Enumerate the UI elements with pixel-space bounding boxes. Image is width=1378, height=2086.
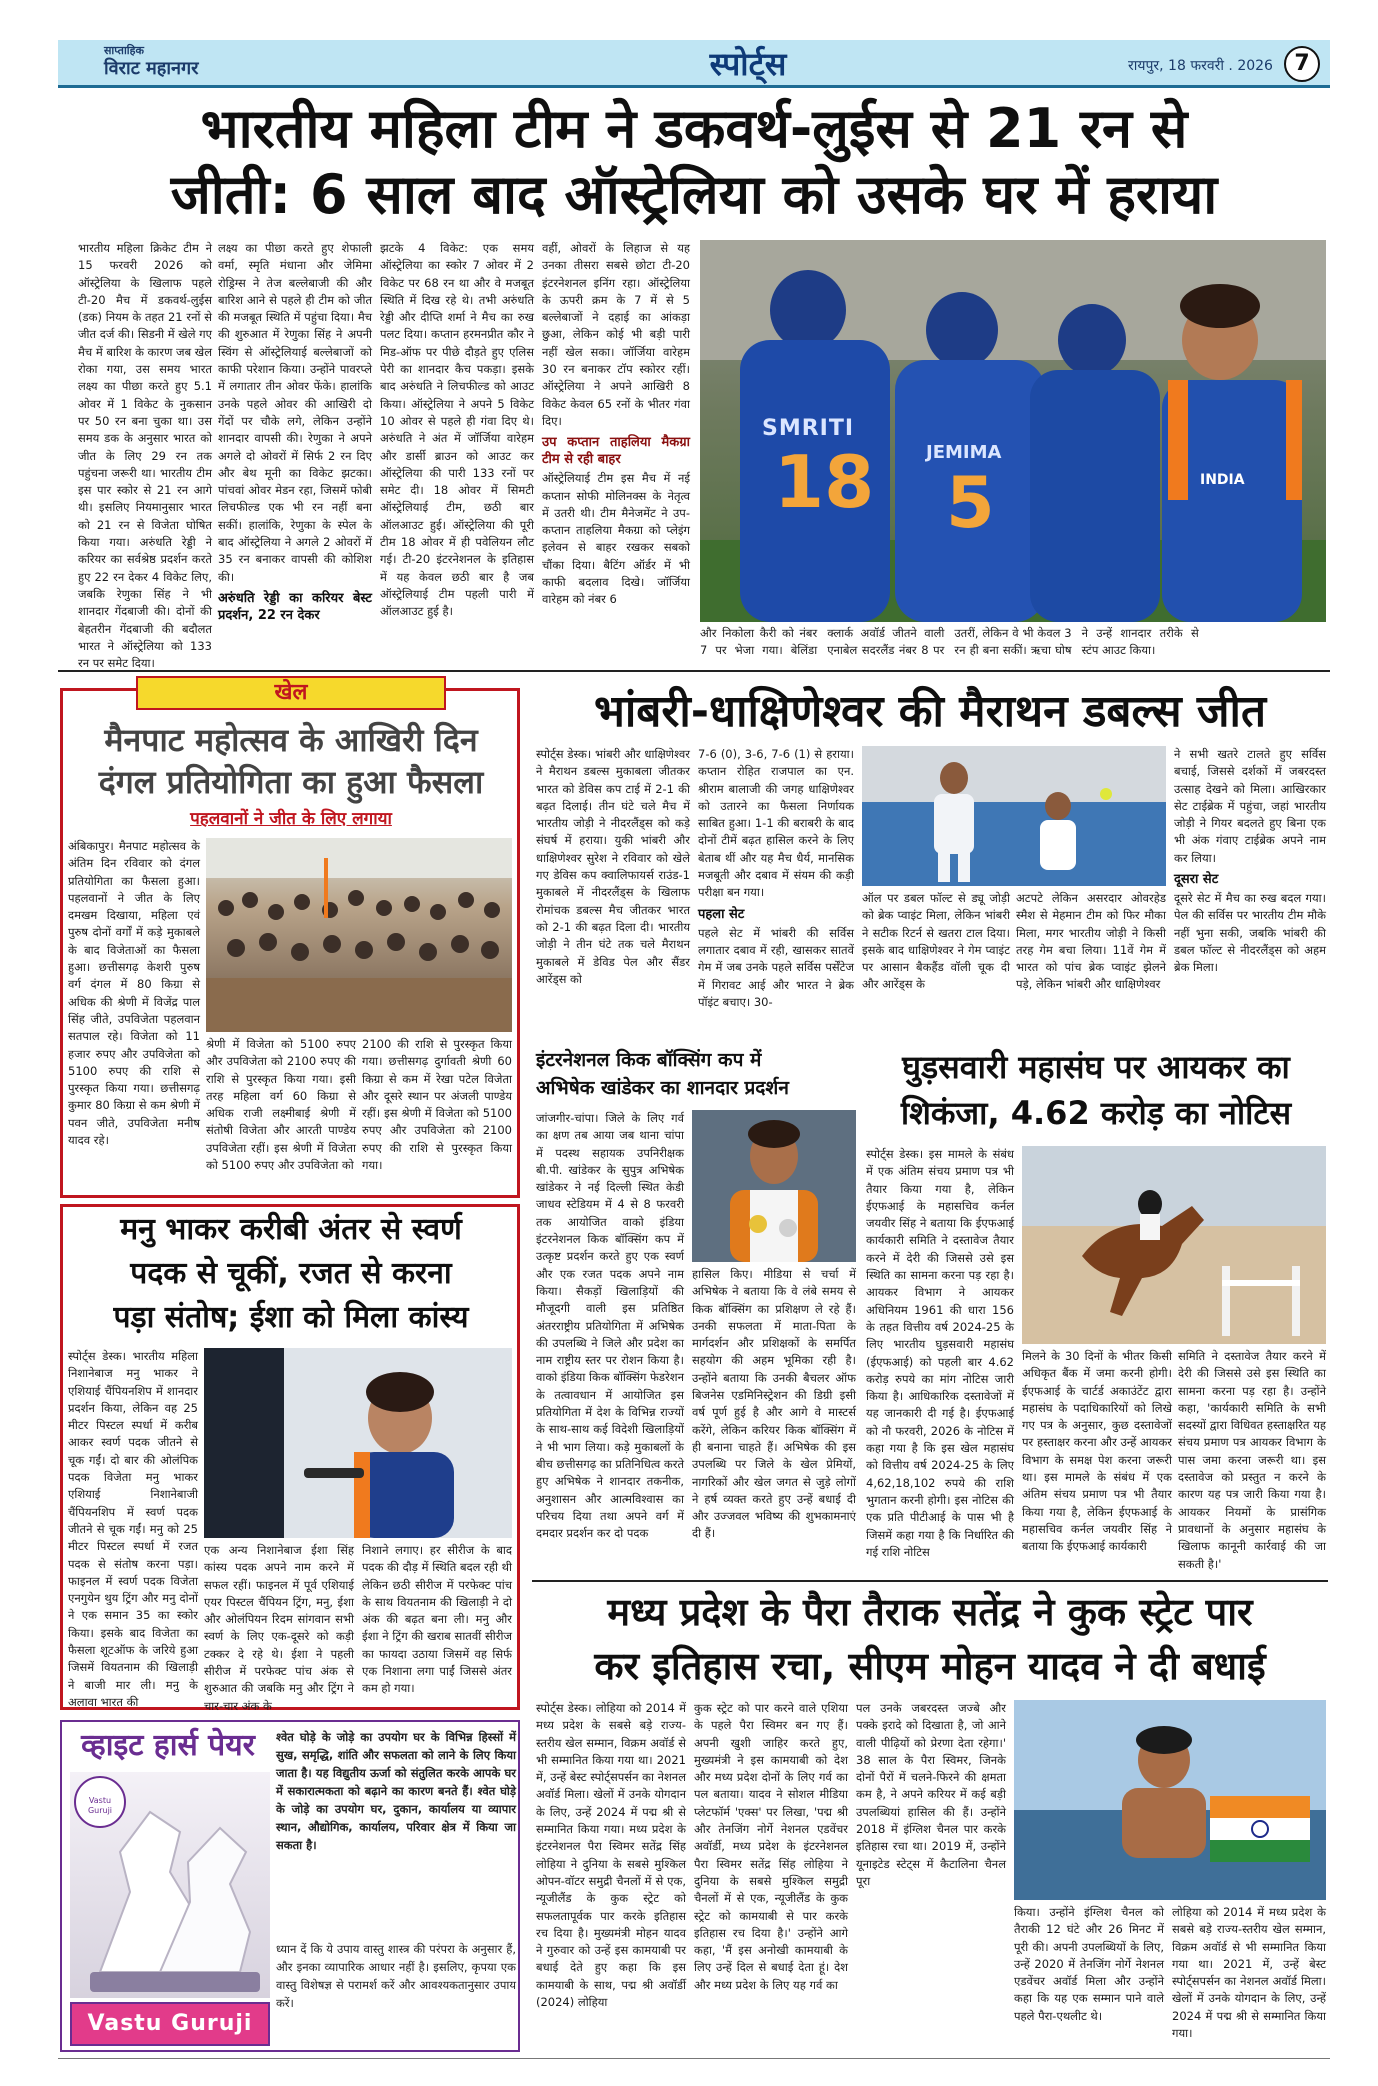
lead-column-1: भारतीय महिला क्रिकेट टीम ने 15 फरवरी 2026 को ऑस्ट्रेलिया के खिलाफ पहले टी-20 मैच में डकवर्थ-लुईस (डक) नियम के तहत 21 रनों से जीत दर्ज की। सिडनी में खेले गए मैच में बारिश के कारण जब खेल रोका गया, उस समय भारत लक्ष्य का पीछा करते हुए 5.1 ओवर में 1 विकेट के नुकसान पर 50 रन बना चुका था। उस समय डक के अनुसार भारत को जीत के लिए 29 रन तक पहुंचना जरूरी था। भारतीय टीम इस पार स्कोर से 21 रन आगे थी। इसलिए नियमानुसार भारत को 21 रन से विजेता घोषित किया गया। अरुंधति रेड्डी ने करियर का सर्वश्रेष्ठ प्रदर्शन करते हुए 22 रन देकर 4 विकेट लिए, जबकि रेणुका सिंह ने भी शानदार गेंदबाजी की। दोनों की बेहतरीन गेंदबाजी की बदौलत भारत ने ऑस्ट्रेलिया को 133 रन पर समेट दिया। — [78, 241, 212, 671]
manu-headline-line-2: पदक से चूकीं, रजत से करना — [130, 1256, 452, 1291]
tennis-headline: भांबरी-धाक्षिणेश्वर की मैराथन डबल्स जीत — [593, 686, 1267, 737]
jersey-name-jemima: JEMIMA — [926, 442, 1002, 463]
swim-column-4: किया। उन्होंने इंग्लिश चैनल को तैराकी 12 घंटे और 26 मिनट में पूरी की। अपनी उपलब्धियों के लिए, उन्हें 2020 में तेनजिंग नोर्गे नेशनल एडवेंचर अवॉर्ड मिला और उन्होंने कहा कि यह एक सम्मान पाने वाले पहले पैरा-एथलीट थे। — [1014, 1905, 1164, 2023]
horse-headline-line-2: शिकंजा, 4.62 करोड़ का नोटिस — [900, 1094, 1292, 1132]
boxing-column-2: हासिल किए। मीडिया से चर्चा में अभिषेक ने बताया कि वे लंबे समय से किक बॉक्सिंग का प्रशिक्षण ले रहे हैं। उनकी सफलता में माता-पिता के मार्गदर्शन और प्रशिक्षकों के समर्पित सहयोग की अहम भूमिका रही है। उन्होंने बताया कि उनकी बैचलर ऑफ बिजनेस एडमिनिस्ट्रेशन की डिग्री इसी वर्ष पूर्ण हुई है और आगे वे मास्टर्स करेंगे, लेकिन करियर किक बॉक्सिंग में ही बनाना चाहते हैं। अभिषेक की इस उपलब्धि पर जिले के खेल प्रेमियों, नागरिकों और खेल जगत से जुड़े लोगों ने हर्ष व्यक्त करते हुए उन्हें बधाई दी और उज्जवल भविष्य की शुभकामनाएं दी हैं। — [692, 1267, 856, 1541]
khel-column-3: 2100 की राशि से पुरस्कृत किया गया। छत्तीसगढ़ दुर्गावती श्रेणी 60 किग्रा से कम में रेखा पटेल विजेता और दूसरे स्थान पर अंजली पाण्डेय रहीं। इस श्रेणी में विजेता को 5100 रुपए और उपविजेता को 2100 रुपए की राशि से पुरस्कृत किया गया। — [362, 1037, 512, 1173]
boxer-medal-photo — [692, 1110, 856, 1262]
bottom-rule — [58, 2058, 1330, 2059]
khel-column-1: अंबिकापुर। मैनपाट महोत्सव के अंतिम दिन रविवार को दंगल प्रतियोगिता का फैसला हुआ। पहलवानों ने जीत के लिए दमखम दिखाया, महिला एवं पुरुष दोनों वर्गों में कड़े मुकाबले के बाद विजेताओं का फैसला हुआ। छत्तीसगढ़ केशरी पुरुष वर्ग दंगल में 80 किग्रा से अधिक की श्रेणी में विजेंद्र पाल सिंह जीते, उपविजेता पहलवान सतपाल रहे। विजेता को 11 हजार रुपए और उपविजेता को 5100 रुपए की राशि से पुरस्कृत किया गया। छत्तीसगढ़ कुमार 80 किग्रा से कम श्रेणी में पवन जीते, उपविजेता मनीष यादव रहे। — [68, 839, 200, 1148]
manu-column-2: एक अन्य निशानेबाज ईशा सिंह कांस्य पदक अपने नाम करने में सफल रहीं। फाइनल में पूर्व एशियाई एयर पिस्टल चैंपियन ट्रिंग, मनु, ईशा और ओलंपियन रिदम सांगवान सभी स्वर्ण के लिए एक-दूसरे को कड़ी टक्कर दे रहे थे। ईशा ने पहली सीरीज में परफेक्ट पांच अंक से शुरुआत की जबकि मनु और ट्रिंग ने चार-चार अंक के — [204, 1543, 354, 1713]
tennis-subhead-first-set: पहला सेट — [698, 906, 745, 922]
jersey-name-smriti: SMRITI — [762, 416, 855, 441]
jersey-number-smriti: 18 — [774, 440, 875, 524]
khel-headline-line-1: मैनपाट महोत्सव के आखिरी दिन — [104, 721, 478, 759]
swim-column-5: लोहिया को 2014 में मध्य प्रदेश के सबसे बड़े राज्य-स्तरीय खेल सम्मान, विक्रम अवॉर्ड से भी सम्मानित किया गया था। 2021 में, उन्हें बेस्ट स्पोर्ट्सपर्सन का नेशनल अवॉर्ड मिला। खेलों में उनके योगदान के लिए, उन्हें 2024 में पद्म श्री से सम्मानित किया गया। — [1172, 1905, 1326, 2041]
khel-tag-label: खेल — [274, 680, 308, 705]
tennis-subhead-second-set: दूसरा सेट — [1174, 872, 1219, 888]
tennis-column-2: 7-6 (0), 3-6, 7-6 (1) से हराया। कप्तान रोहित राजपाल का एन. श्रीराम बालाजी की जगह धाक्षिणेश्वर को उतारने का फैसला निर्णायक साबित हुआ। 1-1 की बराबरी के बाद दोनों टीमें बढ़त हासिल करने के लिए बेताब थीं और यह मैच धैर्य, मानसिक मजबूती और दबाव में संयम की कड़ी परीक्षा बन गया। पहला सेट पहले सेट में भांबरी की सर्विस लगातार दबाव में रही, खासकर सातवें गेम में जब उनके पहले सर्विस पर्सेंटेज में गिरावट आई और भारत ने ब्रेक पॉइंट बचाए। 30- — [698, 747, 854, 1009]
paper-small-label: साप्ताहिक — [104, 44, 144, 57]
lead-headline-line-2: जीती: 6 साल बाद ऑस्ट्रेलिया को उसके घर में हराया — [170, 163, 1218, 226]
horse-jump-illustration — [1022, 1146, 1326, 1344]
lead-column-2: लक्ष्य का पीछा करते हुए शेफाली वर्मा, स्मृति मंधाना और जेमिमा रोड्रिग्स ने तेज बल्लेबाजी की और बारिश आने से पहले ही टीम को जीत की मजबूत स्थिति में पहुंचा दिया। मैच की शुरुआत में रेणुका सिंह ने अपनी स्विंग से ऑस्ट्रेलियाई बल्लेबाजों को काफी परेशान किया। उन्होंने पावरप्ले में लगातार तीन ओवर फेंके। हालांकि उनके पहले ओवर की आखिरी दो गेंदों पर चौके लगे, लेकिन उन्होंने शानदार वापसी की। रेणुका ने अपने अगले दो ओवरों में सिर्फ 2 रन दिए और बेथ मूनी का विकेट झटका। पांचवां ओवर मेडन रहा, जिसमें फोबी लिचफील्ड एक भी रन नहीं बना सकीं। हालांकि, रेणुका के स्पेल के बाद ऑस्ट्रेलिया ने अगले 2 ओवरों में 35 रन बनाकर वापसी की कोशिश की। अरुंधति रेड्डी का करियर बेस्ट प्रदर्शन, 22 रन देकर — [218, 241, 372, 623]
tennis-illustration — [862, 746, 1166, 886]
section-name: स्पोर्ट्स — [709, 45, 787, 83]
horse-column-1: स्पोर्ट्स डेस्क। इस मामले के संबंध में एक अंतिम संचय प्रमाण पत्र भी तैयार किया गया है, लेकिन ईएफआई के महासचिव कर्नल जयवीर सिंह ने बताया कि ईएफआई कार्यकारी समिति ने दस्तावेज तैयार करने में देरी की जिससे उसे इस स्थिति का सामना करना पड़ रहा है। आयकर विभाग ने आयकर अधिनियम 1961 की धारा 156 के तहत वित्तीय वर्ष 2024-25 के लिए भारतीय घुड़सवारी महासंघ (ईएफआई) को पहली बार 4.62 करोड़ रुपये का मांग नोटिस जारी किया है। आधिकारिक दस्तावेजों में यह जानकारी दी गई है। ईएफआई को नौ फरवरी, 2026 के नोटिस में कहा गया है कि इस खेल महासंघ को वित्तीय वर्ष 2024-25 के लिए 4,62,18,102 रुपये की राशि भुगतान करनी होगी। इस नोटिस की एक प्रति पीटीआई के पास भी है जिसमें कहा गया है कि निर्धारित की गई राशि नोटिस — [866, 1147, 1014, 1559]
manu-column-3: निशाने लगाए। हर सीरीज के बाद पदक की दौड़ में स्थिति बदल रही थी लेकिन छठी सीरीज में परफेक्ट पांच के साथ वियतनाम की खिलाड़ी ने दो अंक की बढ़त बना ली। मनु और ईशा ने ट्रिंग की खराब सातवीं सीरीज का फायदा उठाया जिसमें वह सिर्फ एक निशाना लगा पाईं जिससे अंतर कम हो गया। — [362, 1543, 512, 1696]
tennis-column-4: अटपटे लेकिन असरदार ओवरहेड स्मैश से मेहमान टीम को फिर मौका मिला, मगर भारतीय जोड़ी ने किसी तरह गेम बचा लिया। 11वें गेम में भारत को पांच ब्रेक प्वाइंट झेलने पड़े, लेकिन भांबरी और धाक्षिणेश्वर — [1016, 891, 1166, 992]
boxing-column-1: जांजगीर-चांपा। जिले के लिए गर्व का क्षण तब आया जब थाना चांपा में पदस्थ सहायक उपनिरीक्षक बी.पी. खांडेकर के सुपुत्र अभिषेक खांडेकर ने नई दिल्ली स्थित केडी जाधव स्टेडियम में 4 से 8 फरवरी तक आयोजित वाको इंडिया इंटरनेशनल किक बॉक्सिंग कप में उत्कृष्ट प्रदर्शन करते हुए एक स्वर्ण और एक रजत पदक अपने नाम किया। सैकड़ों खिलाड़ियों की मौजूदगी वाली इस प्रतिष्ठित अंतरराष्ट्रीय प्रतियोगिता में अभिषेक की उपलब्धि ने जिले और प्रदेश का नाम राष्ट्रीय स्तर पर रोशन किया है। वाको इंडिया किक बॉक्सिंग फेडरेशन के तत्वावधान में आयोजित इस प्रतियोगिता में देश के विभिन्न राज्यों के साथ-साथ कई विदेशी खिलाड़ियों ने भी भाग लिया। कड़े मुकाबलों के बीच छत्तीसगढ़ का प्रतिनिधित्व करते हुए अभिषेक ने शानदार तकनीक, अनुशासन और आत्मविश्वास का परिचय दिया तथा अपने वर्ग में दमदार प्रदर्शन कर दो पदक — [536, 1111, 685, 1541]
ad-brand-banner — [70, 2002, 270, 2046]
section-divider — [58, 670, 1330, 672]
tennis-column-1: स्पोर्ट्स डेस्क। भांबरी और धाक्षिणेश्वर ने मैराथन डबल्स मुकाबला जीतकर भारत को डेविस कप टाई में 2-1 की बढ़त दिलाई। तीन घंटे चले मैच में भारतीय जोड़ी ने नीदरलैंड्स को कड़े संघर्ष में हराया। युकी भांबरी और धाक्षिणेश्वर सुरेश ने रविवार को खेले गए डेविस कप क्वालिफायर्स राउंड-1 मुकाबले में नीदरलैंड्स के खिलाफ रोमांचक डबल्स मैच जीतकर भारत को 2-1 की बढ़त दिला दी। भारतीय जोड़ी ने तीन घंटे तक चले मैराथन मुकाबले में डेविड पेल और सैंडर आरेंड्स को — [536, 747, 690, 986]
horse-headline-line-1: घुड़सवारी महासंघ पर आयकर का — [902, 1048, 1290, 1086]
manu-headline-line-3: पड़ा संतोष; ईशा को मिला कांस्य — [113, 1300, 469, 1335]
swimmer-illustration — [1014, 1700, 1326, 1900]
ad-brand-name: Vastu Guruji — [87, 2011, 253, 2036]
swim-column-2: कुक स्ट्रेट को पार करने वाले एशिया के पहले पैरा स्विमर बन गए हैं। अपनी खुशी जाहिर करते हुए, मुख्यमंत्री ने इस कामयाबी को देश और मध्य प्रदेश दोनों के लिए गर्व का पल बताया। यादव ने सोशल मीडिया प्लेटफॉर्म 'एक्स' पर लिखा, 'पद्म श्री और तेनजिंग नोर्गे नेशनल एडवेंचर अवॉर्डी, मध्य प्रदेश के इंटरनेशनल पैरा स्विमर सतेंद्र सिंह लोहिया ने दुनिया के सबसे मुश्किल समुद्री चैनलों में से एक, न्यूजीलैंड के कुक स्ट्रेट को कामयाबी से पार करके इतिहास रच दिया है।' उन्होंने आगे कहा, 'मैं इस अनोखी कामयाबी के लिए उन्हें दिल से बधाई देता हूं। देश और मध्य प्रदेश के लिए यह गर्व का — [694, 1701, 848, 1992]
tennis-players-photo — [862, 746, 1166, 886]
manu-column-1: स्पोर्ट्स डेस्क। भारतीय महिला निशानेबाज मनु भाकर ने एशियाई चैंपियनशिप में शानदार प्रदर्शन किया, लेकिन वह 25 मीटर पिस्टल स्पर्धा में करीब आकर स्वर्ण पदक जीतने से चूक गईं। दो बार की ओलंपिक पदक विजेता मनु भाकर एशियाई निशानेबाजी चैंपियनशिप में स्वर्ण पदक जीतने से चूक गईं। मनु को 25 मीटर पिस्टल स्पर्धा में रजत पदक से संतोष करना पड़ा। फाइनल में स्वर्ण पदक विजेता एनगुयेन थुय ट्रिंग और मनु दोनों ने एक समान 35 का स्कोर किया। इसके बाद विजेता का फैसला शूटऑफ के जरिये हुआ जिसमें वियतनाम की खिलाड़ी ने बाजी मार ली। मनु के अलावा भारत की — [68, 1349, 198, 1709]
place-date: रायपुर, 18 फरवरी . 2026 — [1128, 58, 1273, 74]
manu-headline-line-1: मनु भाकर करीबी अंतर से स्वर्ण — [120, 1212, 462, 1247]
wrestling-crowd-photo — [206, 838, 512, 1032]
tennis-column-5: ने सभी खतरे टालते हुए सर्विस बचाई, जिससे दर्शकों में जबरदस्त उत्साह देखने को मिला। आखिरकार सेट टाईब्रेक में पहुंचा, जहां भारतीय जोड़ी ने गियर बदलते हुए बिना एक भी अंक गंवाए टाईब्रेक अपने नाम कर लिया। दूसरा सेट दूसरे सेट में मैच का रुख बदल गया। पेल की सर्विस पर भारतीय टीम मौके नहीं भुना सकी, जबकि भांबरी की डबल फॉल्ट से नीदरलैंड्स को अहम ब्रेक मिला। — [1174, 747, 1326, 975]
swim-headline-line-2: कर इतिहास रचा, सीएम मोहन यादव ने दी बधाई — [594, 1644, 1266, 1688]
boxing-headline-line-2: अभिषेक खांडेकर का शानदार प्रदर्शन — [536, 1077, 789, 1099]
shooter-photo — [204, 1348, 512, 1538]
masthead-bar — [58, 40, 1330, 88]
tennis-column-3: ऑल पर डबल फॉल्ट से ड्यू जोड़ी को ब्रेक प्वाइंट मिला, लेकिन भांबरी ने सटीक रिटर्न से खतरा टाल दिया। इसके बाद धाक्षिणेश्वर ने गेम प्वाइंट पर आसान बैकहैंड वॉली चूक दी और आरेंड्स के — [862, 891, 1010, 992]
show-jumping-horse-photo — [1022, 1146, 1326, 1344]
shooter-illustration — [204, 1348, 512, 1538]
jersey-label-india: INDIA — [1200, 472, 1245, 488]
ad-title: व्हाइट हार्स पेयर — [81, 1728, 255, 1763]
horse-statue-image — [70, 1772, 270, 1998]
ad-text-1: श्वेत घोड़े के जोड़े का उपयोग घर के विभिन्न हिस्सों में सुख, समृद्धि, शांति और सफलता को लाने के लिए किया जाता है। यह विद्युतीय ऊर्जा को संतुलित करके आपके घर में सकारात्मकता को बढ़ाने का कारण बनते हैं। श्वेत घोड़े के जोड़े का उपयोग घर, दुकान, कार्यालय या व्यापार स्थान, औद्योगिक, कार्यालय, परिवार क्षेत्र में किया जा सकता है। — [276, 1730, 516, 1852]
boxing-headline-line-1: इंटरनेशनल किक बॉक्सिंग कप में — [536, 1049, 762, 1071]
swim-column-1: स्पोर्ट्स डेस्क। लोहिया को 2014 में मध्य प्रदेश के सबसे बड़े राज्य-स्तरीय खेल सम्मान, विक्रम अवॉर्ड से भी सम्मानित किया गया था। 2021 में, उन्हें बेस्ट स्पोर्ट्सपर्सन का नेशनल अवॉर्ड मिला। खेलों में उनके योगदान के लिए, उन्हें 2024 में पद्म श्री से सम्मानित किया गया। मध्य प्रदेश के इंटरनेशनल पैरा स्विमर सतेंद्र सिंह लोहिया ने दुनिया के सबसे मुश्किल ओपन-वॉटर समुद्री चैनलों में से एक, न्यूजीलैंड के कुक स्ट्रेट को सफलतापूर्वक पार करके इतिहास रच दिया है। मुख्यमंत्री मोहन यादव ने गुरुवार को उन्हें इस कामयाबी पर बधाई देते हुए कहा कि इस कामयाबी के साथ, पद्म श्री अवॉर्डी (2024) लोहिया — [536, 1701, 686, 2010]
crowd-illustration — [206, 838, 512, 1032]
ad-logo-text: Vastu Guruji — [87, 1796, 113, 1815]
khel-kicker: पहलवानों ने जीत के लिए लगाया — [190, 809, 392, 829]
khel-tag — [136, 676, 446, 710]
khel-headline-line-2: दंगल प्रतियोगिता का हुआ फैसला — [98, 763, 484, 801]
vastu-advertisement — [60, 1720, 520, 2052]
horse-column-2: मिलने के 30 दिनों के भीतर किसी अधिकृत बैंक में जमा करनी होगी। ईएफआई के चार्टर्ड अकाउंटेंट द्वारा महासंघ के पदाधिकारियों को लिखे गए पत्र के अनुसार, कुछ दस्तावेजों पर हस्ताक्षर करना और उन्हें आयकर विभाग के समक्ष पेश करना जरूरी था। इस मामले के संबंध में एक अंतिम संचय प्रमाण पत्र भी तैयार किया गया है, लेकिन ईएफआई के महासचिव कर्नल जयवीर सिंह ने बताया कि ईएफआई कार्यकारी — [1022, 1349, 1172, 1554]
boxer-illustration — [692, 1110, 856, 1262]
horse-column-3: समिति ने दस्तावेज तैयार करने में देरी की जिससे उसे इस स्थिति का सामना करना पड़ रहा है। उन्होंने कहा, 'कार्यकारी समिति के सभी सदस्यों द्वारा विधिवत हस्ताक्षरित यह संचय प्रमाण पत्र आयकर विभाग के पास जमा करना जरूरी था। इस दस्तावेज को प्रस्तुत न करने के कारण यह पत्र जारी किया गया है। आयकर नियमों के प्रासंगिक प्रावधानों के अनुसार महासंघ के खिलाफ कानूनी कार्रवाई की जा सकती है।' — [1178, 1349, 1326, 1571]
lead-column-4: वहीं, ओवरों के लिहाज से यह उनका तीसरा सबसे छोटा टी-20 इंटरनेशनल इनिंग रहा। ऑस्ट्रेलिया के ऊपरी क्रम के 7 में से 5 बल्लेबाजों ने दहाई का आंकड़ा छुआ, लेकिन कोई भी बड़ी पारी नहीं खेल सका। जॉर्जिया वारेहम 30 रन बनाकर टॉप स्कोरर रहीं। ऑस्ट्रेलिया ने अपने आखिरी 8 विकेट केवल 65 रनों के भीतर गंवा दिए। उप कप्तान ताहलिया मैकग्रा टीम से रही बाहर ऑस्ट्रेलियाई टीम इस मैच में नई कप्तान सोफी मोलिनक्स के नेतृत्व में उतरी थी। टीम मैनेजमेंट ने उप-कप्तान ताहलिया मैकग्रा को प्लेइंग इलेवन से बाहर रखकर सबको चौंका दिया। बैटिंग ऑर्डर में भी काफी बदलाव दिखे। जॉर्जिया वारेहम को नंबर 6 — [542, 241, 690, 607]
lead-column-3: झटके 4 विकेट: एक समय ऑस्ट्रेलिया का स्कोर 7 ओवर में 2 विकेट पर 68 रन था और वे मजबूत स्थिति में दिख रहे थे। तभी अरुंधति रेड्डी और दीप्ति शर्मा ने मैच का रुख पलट दिया। कप्तान हरमनप्रीत कौर ने मिड-ऑफ पर पीछे दौड़ते हुए एलिस पेरी का शानदार कैच पकड़ा। इसके बाद अरुंधति ने लिचफील्ड को आउट किया। ऑस्ट्रेलिया ने अपने 5 विकेट 10 ओवर से पहले ही गंवा दिए थे। अरुंधति ने अंत में जॉर्जिया वारेहम और डार्सी ब्राउन को आउट कर ऑस्ट्रेलिया की पारी 133 रनों पर समेट दी। 18 ओवर में सिमटी ऑस्ट्रेलियाई टीम, छठी बार ऑलआउट हुई। ऑस्ट्रेलिया की पूरी टीम 18 ओवर में ही पवेलियन लौट गई। टी-20 इंटरनेशनल के इतिहास में यह केवल छठी बार है जब ऑस्ट्रेलियाई टीम पहली पारी में ऑलआउट हुई है। — [380, 241, 534, 619]
swimmer-flag-photo — [1014, 1700, 1326, 1900]
page-number: 7 — [1284, 46, 1320, 82]
swim-divider — [532, 1580, 1328, 1582]
ad-text-2: ध्यान दें कि ये उपाय वास्तु शास्त्र की परंपरा के अनुसार हैं, और इनका व्यापारिक आधार नहीं है। इसलिए, कृपया एक वास्तु विशेषज्ञ से परामर्श करें और आवश्यकतानुसार उपाय करें। — [276, 1942, 516, 2010]
lead-column-4-subhead: उप कप्तान ताहलिया मैकग्रा टीम से रही बाहर — [542, 435, 690, 468]
khel-column-2: श्रेणी में विजेता को 5100 रुपए और उपविजेता को 2100 रुपए की राशि से पुरस्कृत किया गया। इसी तरह महिला वर्ग 60 किग्रा से अधिक राजी लक्ष्मीबाई श्रेणी में संतोषी विजेता और आरती पाण्डेय उपविजेता रहीं। इस श्रेणी में विजेता को 5100 रुपए और उपविजेता को — [206, 1037, 356, 1173]
swim-headline-line-1: मध्य प्रदेश के पैरा तैराक सतेंद्र ने कुक स्ट्रेट पार — [607, 1590, 1253, 1634]
swim-column-3: पल उनके जबरदस्त जज्बे और पक्के इरादे को दिखाता है, जो आने वाली पीढ़ियों को प्रेरणा देता रहेगा।' 38 साल के पैरा स्विमर, जिनके दोनों पैरों में चलने-फिरने की क्षमता कम है, ने अपने करियर में कई बड़ी उपलब्धियां हासिल की हैं। उन्होंने 2018 में इंग्लिश चैनल पार करके इतिहास रचा था। 2019 में, उन्होंने यूनाइटेड स्टेट्स में कैटालिना चैनल पूरा — [856, 1701, 1006, 1888]
lead-headline-line-1: भारतीय महिला टीम ने डकवर्थ-लुईस से 21 रन से — [200, 97, 1188, 160]
paper-name: विराट महानगर — [104, 58, 199, 79]
jersey-number-jemima: 5 — [946, 462, 995, 544]
lead-under-photo-text: और निकोला कैरी को नंबर 7 पर भेजा गया। बेलिंडा क्लार्क अवॉर्ड जीतने वाली एनाबेल सदरलैंड नंबर 8 पर उतरीं, लेकिन वे भी केवल 3 रन ही बना सकीं। ऋचा घोष ने उन्हें शानदार तरीके से स्टंप आउट किया। — [700, 626, 1199, 658]
lead-column-2-subhead: अरुंधति रेड्डी का करियर बेस्ट प्रदर्शन, 22 रन देकर — [218, 590, 372, 623]
ad-logo — [74, 1776, 126, 1828]
cricket-team-photo — [700, 240, 1326, 622]
